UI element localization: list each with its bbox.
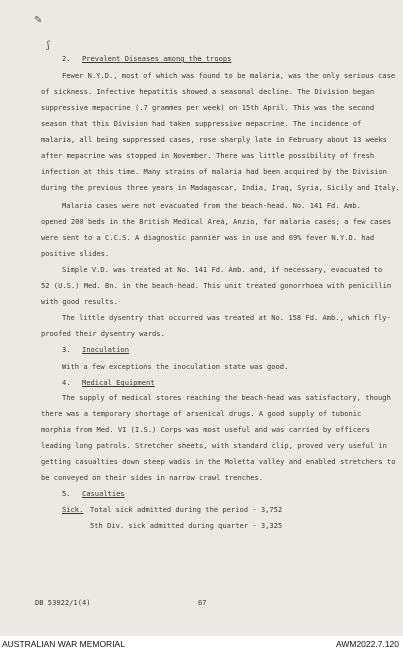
text-line: there was a temporary shortage of arsenical drugs. A good supply of tubonic xyxy=(41,409,362,418)
section-number: 3. xyxy=(62,345,71,354)
sick-total: Total sick admitted during the period - 3,752 xyxy=(90,505,283,514)
section-number: 4. xyxy=(62,378,71,387)
text-line: malaria, all being suppressed cases, rose sharply late in February about 13 weeks xyxy=(41,135,387,144)
text-line: suppressive mepacrine (.7 grammes per week) on 15th April. This was the second xyxy=(41,103,375,112)
text-line: morphia from Med. VI (I.S.) Corps was most useful and was carried by officers xyxy=(41,425,370,434)
section-title: Medical Equipment xyxy=(82,378,155,387)
archive-catalog-number: AWM2022.7.120 xyxy=(336,639,399,649)
text-line: were sent to a C.C.S. A diagnostic pannier was in use and 69% fever N.Y.D. had xyxy=(41,233,375,242)
page-number: 67 xyxy=(198,598,207,607)
text-line: Simple V.D. was treated at No. 141 Fd. Amb. and, if necessary, evacuated to xyxy=(62,265,383,274)
text-line: positive slides. xyxy=(41,249,110,258)
text-line: infection at this time. Many strains of malaria had been acquired by the Division xyxy=(41,167,387,176)
sick-label: Sick. xyxy=(62,505,84,514)
text-line: of sickness. Infective hepatitis showed a seasonal decline. The Division began xyxy=(41,87,375,96)
text-line: with good results. xyxy=(41,297,118,306)
text-line: Fewer N.Y.D., most of which was found to be malaria, was the only serious case xyxy=(62,71,396,80)
text-line: The little dysentry that occurred was treated at No. 158 Fd. Amb., which fly- xyxy=(62,313,391,322)
section-title: Casualties xyxy=(82,489,125,498)
text-line: after mepacrine was stopped in November. There was little possibility of fresh xyxy=(41,151,375,160)
paragraph-inoculation: With a few exceptions the inoculation state was good. xyxy=(62,362,289,371)
text-line: be conveyed on their sides in narrow crawl trenches. xyxy=(41,473,264,482)
text-line: proofed their dysentry wards. xyxy=(41,329,165,338)
section-title: Prevalent Diseases among the troops xyxy=(82,54,232,63)
text-line: getting casualties down steep wadis in the Moletta valley and enabled stretchers to xyxy=(41,457,396,466)
section-title: Inoculation xyxy=(82,345,129,354)
archive-institution: AUSTRALIAN WAR MEMORIAL xyxy=(2,639,125,649)
text-line: Malaria cases were not evacuated from the beach-head. No. 141 Fd. Amb. xyxy=(62,201,361,210)
pen-mark-top: ✎ xyxy=(34,15,43,26)
sick-quarter: 5th Div. sick admitted during quarter - 3,325 xyxy=(90,521,283,530)
document-reference: DB 53922/1(4) xyxy=(35,598,91,607)
pen-mark-margin: ʃ xyxy=(47,40,50,51)
text-line: during the previous three years in Madagascar, India, Iraq, Syria, Sicily and Italy. xyxy=(41,183,400,192)
text-line: season that this Division had taken suppressive mepacrine. The incidence of xyxy=(41,119,362,128)
text-line: 52 (U.S.) Med. Bn. in the beach-head. This unit treated gonorrhoea with penicillin xyxy=(41,281,392,290)
archive-footer xyxy=(0,636,403,653)
text-line: leading long patrols. Stretcher sheets, with standard clip, proved very useful in xyxy=(41,441,387,450)
section-number: 5. xyxy=(62,489,71,498)
text-line: The supply of medical stores reaching the beach-head was satisfactory, though xyxy=(62,393,391,402)
section-number: 2. xyxy=(62,54,71,63)
text-line: opened 200 beds in the British Medical Area, Anzio, for malaria cases; a few cases xyxy=(41,217,392,226)
